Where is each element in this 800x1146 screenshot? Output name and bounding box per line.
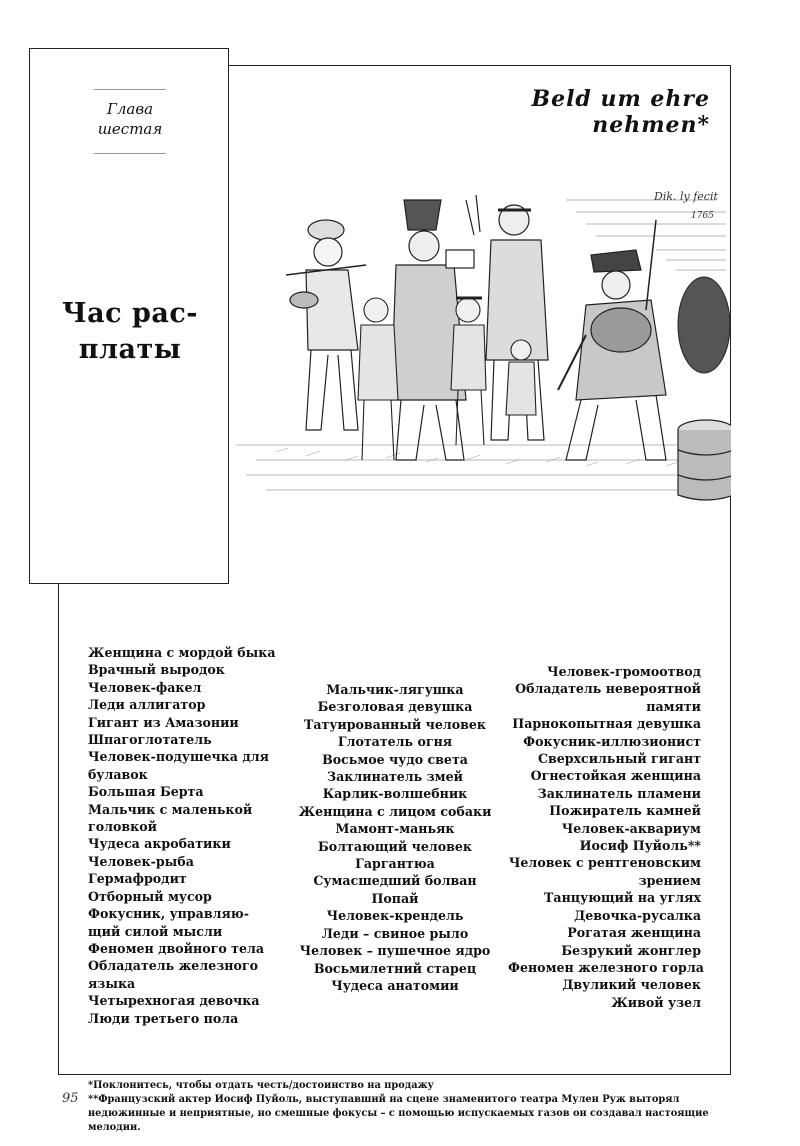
list-item: Пожиратель камней [549, 803, 701, 819]
list-item: Отборный мусор [88, 888, 212, 904]
list-item: Человек-рыба [88, 853, 194, 869]
list-item: Человек-аквариум [561, 820, 701, 836]
chapter-label-line2: шестая [97, 120, 163, 138]
list-item: Восьмое чудо света [322, 751, 468, 767]
list-item: Мальчик-лягушка [326, 682, 464, 697]
list-item: щий силой мысли [88, 923, 223, 939]
list-item: Леди аллигатор [88, 697, 206, 713]
list-item: Человек-крендель [326, 908, 464, 924]
footnotes [88, 1079, 748, 1135]
signature-line2: 1765 [691, 211, 714, 221]
list-item: Феномен двойного тела [88, 940, 264, 956]
list-item: Врачный выродок [88, 662, 225, 678]
top-divider [94, 89, 166, 90]
list-item: зрением [638, 872, 701, 888]
list-item: Шпагоглотатель [88, 732, 212, 748]
list-item: Фокусник, управляю- [88, 906, 249, 922]
list-item: памяти [646, 698, 701, 714]
chapter-label-line1: Глава [106, 100, 154, 118]
middle-column-list [285, 681, 505, 994]
right-column-list [508, 663, 704, 1011]
list-item: Безголовая девушка [317, 699, 473, 715]
list-item: Чудеса акробатики [88, 836, 231, 852]
ground-hatching [276, 448, 678, 466]
list-item: Глотатель огня [337, 734, 453, 750]
list-item: Заклинатель змей [327, 769, 463, 785]
list-item: Леди – свиное рыло [321, 925, 469, 941]
chapter-label [30, 99, 230, 139]
list-item: Люди третьего пола [88, 1010, 239, 1026]
list-item: Танцующий на углях [544, 890, 701, 906]
list-item: Обладатель невероятной [515, 681, 701, 697]
footnote-2: **Французский актер Иосиф Пуйоль, выступавший на сцене знаменитого театра Мулен Руж выторял недюжинные и неприятные, но смешные фокусы – с помощью испускаемых газов он создавал настоящие мелодии. [88, 1094, 709, 1133]
list-item: Рогатая женщина [567, 925, 701, 941]
list-item: Женщина с лицом собаки [298, 803, 492, 819]
violinist-figure [286, 220, 366, 430]
list-item: Карлик-волшебник [322, 786, 468, 802]
list-item: Человек-подушечка для [88, 749, 269, 765]
page-number: 95 [62, 1091, 79, 1106]
engraving-illustration [236, 160, 731, 510]
chapter-title-line1: Час рас- [61, 298, 198, 329]
list-item: Болтающий человек [318, 838, 472, 854]
list-item: булавок [88, 766, 148, 782]
list-item: Человек-факел [88, 679, 202, 695]
list-item: Сверхсильный гигант [537, 751, 701, 767]
list-item: Живой узел [611, 994, 701, 1010]
list-item: Мальчик с маленькой [88, 801, 253, 817]
list-item: Попай [371, 890, 419, 906]
motto-heading: Beld um ehre nehmen* [531, 86, 710, 138]
list-item: Сумасшедший болван [313, 873, 477, 889]
piper-figure [558, 220, 666, 460]
list-item: Человек-громоотвод [547, 664, 701, 679]
dark-boulder [678, 277, 730, 373]
list-item: Человек – пушечное ядро [299, 943, 491, 959]
list-item: Женщина с мордой быка [88, 645, 276, 660]
list-item: Заклинатель пламени [537, 785, 701, 801]
list-item: Татуированный человек [303, 716, 486, 732]
list-item: Четырехногая девочка [88, 993, 260, 1009]
list-item: Парнокопытная девушка [512, 716, 701, 732]
list-item: Мамонт-маньяк [335, 821, 455, 837]
left-column-list [88, 644, 278, 1027]
list-item: Чудеса анатомии [331, 977, 459, 993]
list-item: Человек с рентгеновским [508, 855, 701, 871]
footnote-1: *Поклонитесь, чтобы отдать честь/достоинство на продажу [88, 1080, 434, 1091]
list-item: Большая Берта [88, 784, 204, 800]
list-item: Восьмилетний старец [313, 960, 477, 976]
list-item: Двуликий человек [562, 977, 701, 993]
list-item: Огнестойкая женщина [530, 768, 701, 784]
list-item: Иосиф Пуйоль** [579, 838, 701, 854]
list-item: Безрукий жонглер [561, 942, 701, 958]
list-item: Фокусник-иллюзионист [523, 733, 701, 749]
list-item: головкой [88, 819, 157, 835]
list-item: Гаргантюа [355, 856, 435, 872]
chapter-title [30, 296, 230, 368]
list-item: Гигант из Амазонии [88, 714, 239, 730]
chapter-title-line2: платы [78, 334, 182, 365]
list-item: Девочка-русалка [574, 907, 701, 923]
list-item: Гермафродит [88, 871, 187, 887]
bottom-divider [94, 153, 166, 154]
list-item: Феномен железного горла [508, 959, 704, 975]
list-item: языка [88, 975, 136, 991]
chapter-box [29, 48, 229, 584]
barrel [678, 420, 731, 500]
list-item: Обладатель железного [88, 958, 258, 974]
signature-line1: Dik. ly fecit [654, 190, 718, 203]
